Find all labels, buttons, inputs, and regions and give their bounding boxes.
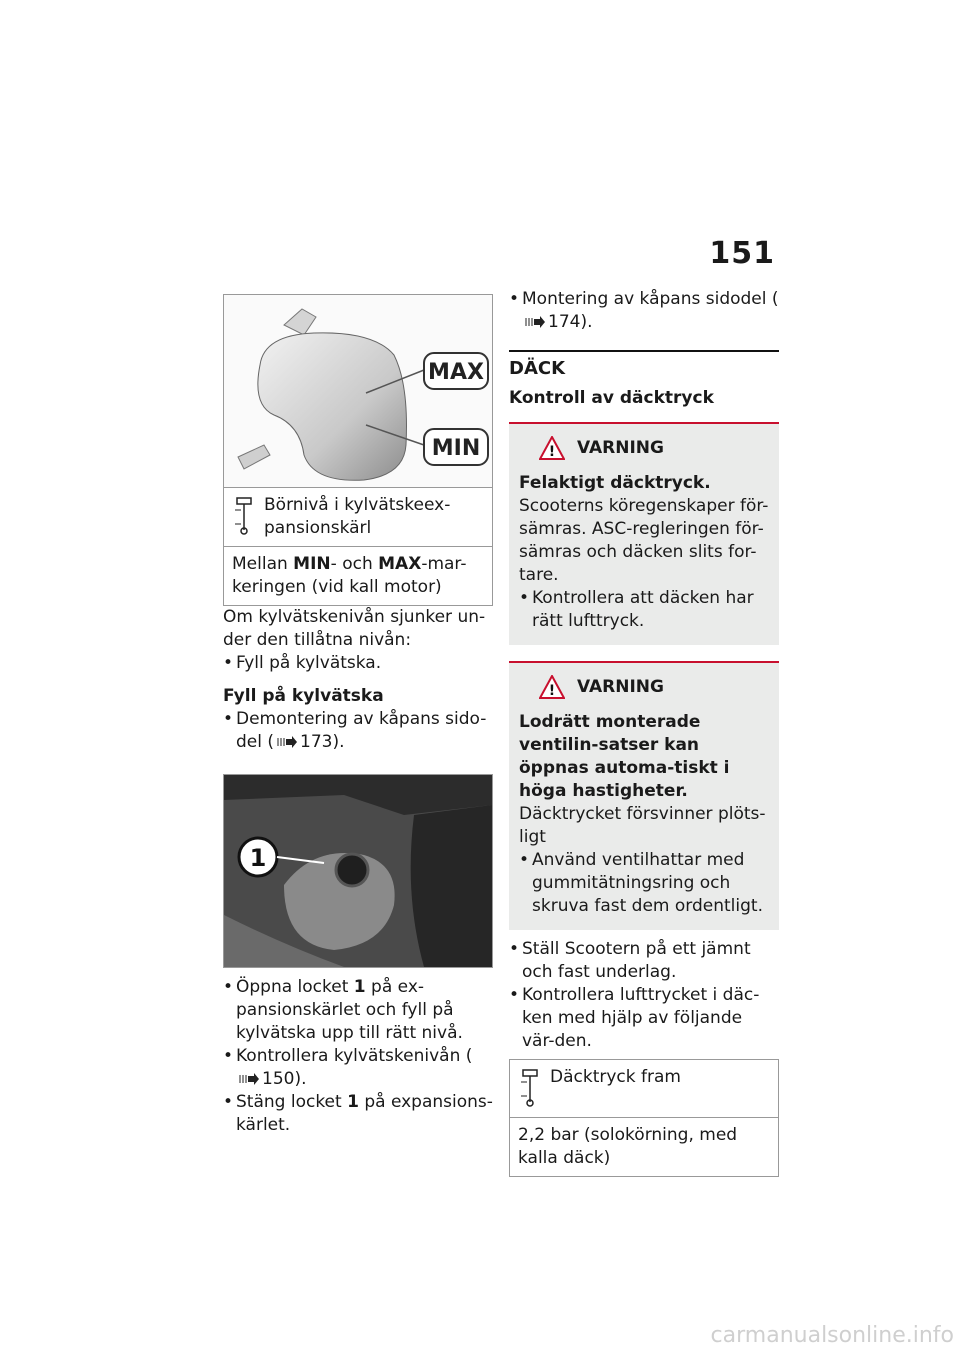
list-item: • Demontering av kåpans sido-del ( 173). bbox=[223, 709, 487, 752]
warning-icon bbox=[539, 675, 565, 699]
list-item: • Stäng locket 1 på expansions-kärlet. bbox=[223, 1092, 493, 1135]
section-title: DÄCK bbox=[509, 358, 566, 379]
expansion-tank-photo bbox=[223, 774, 493, 968]
warning-title: VARNING bbox=[577, 438, 664, 458]
callout-number: 1 bbox=[249, 844, 267, 872]
gauge-icon bbox=[510, 1066, 550, 1111]
spec-value: 2,2 bar (solokörning, med kalla däck) bbox=[518, 1125, 738, 1168]
warning-headline: Felaktigt däcktryck. bbox=[519, 473, 711, 493]
coolant-tank-illustration bbox=[224, 295, 492, 487]
warning-box bbox=[509, 422, 779, 645]
warning-text: Däcktrycket försvinner plöts-ligt bbox=[519, 804, 766, 847]
intro-text: Om kylvätskenivån sjunker un-der den tillåtna nivån: bbox=[223, 607, 486, 650]
page-reference-arrow-icon bbox=[276, 735, 298, 749]
watermark: carmanualsonline.info bbox=[710, 1323, 954, 1348]
subsection-title: Kontroll av däcktryck bbox=[509, 388, 714, 408]
warning-icon bbox=[539, 436, 565, 460]
min-label: MIN bbox=[431, 436, 481, 461]
page-reference-link[interactable]: 150 bbox=[262, 1069, 295, 1089]
right-column bbox=[509, 288, 779, 1177]
list-item: • Öppna locket 1 på ex-pansionskärlet och fyll på kylvätska upp till rätt nivå. bbox=[223, 977, 463, 1043]
tire-pressure-spec bbox=[509, 1059, 779, 1177]
spec-value: Mellan MIN- och MAX-mar-keringen (vid kall motor) bbox=[232, 554, 467, 597]
list-item: • Fyll på kylvätska. bbox=[223, 653, 382, 673]
coolant-level-spec bbox=[223, 488, 493, 606]
list-item: • Kontrollera lufttrycket i däc-ken med hjälp av följande vär-den. bbox=[509, 985, 760, 1051]
coolant-tank-figure bbox=[223, 294, 493, 488]
warning-box bbox=[509, 661, 779, 930]
svg-text:!: ! bbox=[548, 683, 556, 699]
spec-label: Däcktryck fram bbox=[550, 1067, 681, 1087]
list-item: • Kontrollera att däcken har rätt lufttryck. bbox=[519, 588, 754, 631]
list-item: • Kontrollera kylvätskenivån (150). bbox=[223, 1046, 473, 1089]
page-reference-arrow-icon bbox=[238, 1072, 260, 1086]
list-item: • Ställ Scootern på ett jämnt och fast underlag. bbox=[509, 939, 751, 982]
page-number: 151 bbox=[709, 236, 775, 271]
page-reference-arrow-icon bbox=[524, 315, 546, 329]
left-column bbox=[223, 294, 493, 1137]
warning-title: VARNING bbox=[577, 677, 664, 697]
warning-text: Scooterns köregenskaper för-sämras. ASC-regleringen för-sämras och däcken slits for-tare. bbox=[519, 496, 769, 585]
gauge-icon bbox=[224, 494, 264, 540]
steps-list bbox=[223, 976, 493, 1137]
section-heading: Fyll på kylvätska bbox=[223, 686, 384, 706]
warning-headline: Lodrätt monterade ventilin-satser kan öppnas automa-tiskt i höga hastigheter. bbox=[519, 712, 730, 801]
list-item: • Montering av kåpans sidodel (174). bbox=[509, 289, 779, 332]
max-label: MAX bbox=[428, 360, 484, 385]
list-item: • Använd ventilhattar med gummitätningsring och skruva fast dem ordentligt. bbox=[519, 850, 763, 916]
svg-text:!: ! bbox=[548, 444, 556, 460]
spec-label: Börnivå i kylvätskeex-pansionskärl bbox=[264, 495, 451, 538]
page-reference-link[interactable]: 173 bbox=[300, 732, 333, 752]
page-reference-link[interactable]: 174 bbox=[548, 312, 581, 332]
